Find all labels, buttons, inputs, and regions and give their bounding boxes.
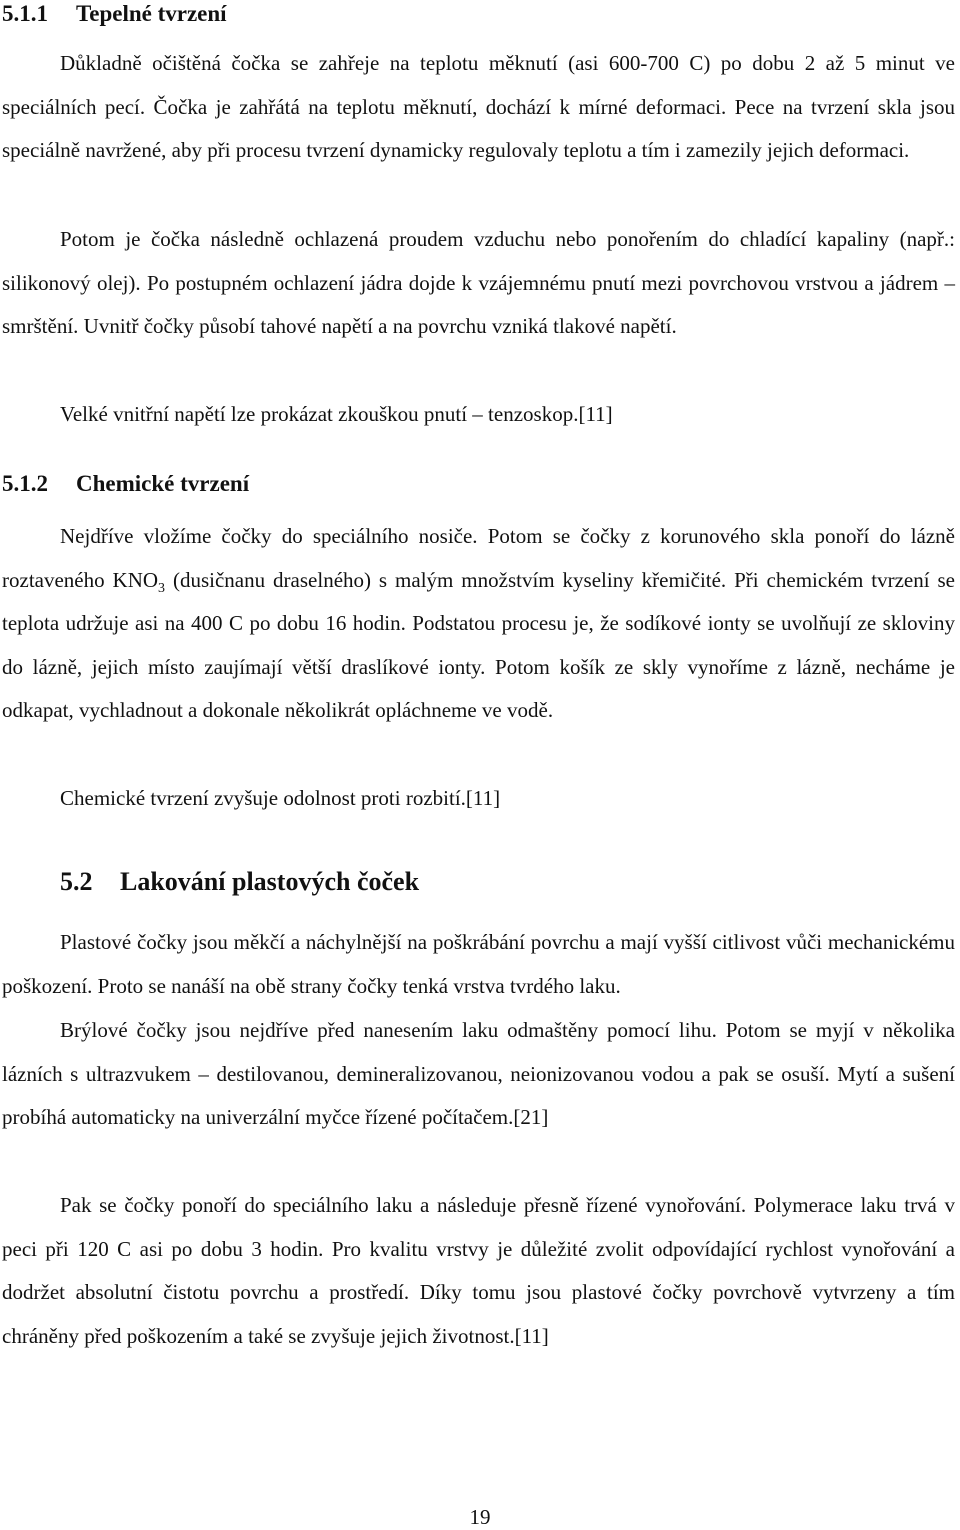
paragraph: Plastové čočky jsou měkčí a náchylnější na poškrábání povrchu a mají vyšší citlivost vůči mechanickému poškození. Proto se nanáší na obě strany čočky tenká vrstva tvrdého laku. [2, 930, 955, 998]
paragraph-text: (dusičnanu draselného) s malým množstvím kyseliny křemičité. Při chemickém tvrzení se teplota udržuje asi na 400 C po dobu 16 hodin. Podstatou procesu je, že sodíkové ionty se uvolňují ze skloviny do lázně, jejich místo zaujímají větší draslíkové ionty. Potom košík ze skly vynoříme z lázně, necháme je odkapat, vychladnout a dokonale několikrát opláchneme ve vodě. [2, 567, 955, 722]
page-number: 19 [469, 1505, 491, 1529]
paragraph [2, 515, 955, 733]
paragraph: Brýlové čočky jsou nejdříve před nanesením laku odmaštěny pomocí lihu. Potom se myjí v několika lázních s ultrazvukem – destilovanou, demineralizovanou, neionizovanou vodou a pak se osuší. Mytí a sušení probíhá automaticky na univerzální myčce řízené počítačem.[21] [2, 1018, 955, 1129]
section-number: 5.1.2 [2, 471, 48, 496]
paragraph: Důkladně očištěná čočka se zahřeje na teplotu měknutí (asi 600-700 C) po dobu 2 až 5 minut ve speciálních pecí. Čočka je zahřátá na teplotu měknutí, dochází k mírné deformaci. Pece na tvrzení skla jsou speciálně navržené, aby při procesu tvrzení dynamicky regulovaly teplotu a tím i zamezily jejich deformaci. [2, 51, 955, 162]
paragraph: Velké vnitřní napětí lze prokázat zkouškou pnutí – tenzoskop.[11] [60, 402, 613, 426]
section-heading-5-2 [60, 866, 419, 898]
section-number: 5.2 [60, 867, 93, 896]
paragraph: Pak se čočky ponoří do speciálního laku a následuje přesně řízené vynořování. Polymerace laku trvá v peci při 120 C asi po dobu 3 hodin. Pro kvalitu vrstvy je důležité zvolit odpovídající rychlost vynořování a dodržet absolutní čistotu povrchu a prostředí. Díky tomu jsou plastové čočky povrchově vytvrzeny a tím chráněny před poškozením a také se zvyšuje jejich životnost.[11] [2, 1193, 955, 1348]
section-number: 5.1.1 [2, 1, 48, 26]
section-title: Chemické tvrzení [76, 471, 250, 496]
section-title: Tepelné tvrzení [76, 1, 227, 26]
subscript: 3 [158, 580, 166, 596]
section-heading-5-1-1 [2, 0, 227, 28]
section-title: Lakování plastových čoček [120, 867, 420, 896]
section-heading-5-1-2 [2, 470, 249, 498]
paragraph: Potom je čočka následně ochlazená proudem vzduchu nebo ponořením do chladící kapaliny (např.: silikonový olej). Po postupném ochlazení jádra dojde k vzájemnému pnutí mezi povrchovou vrstvou a jádrem – smrštění. Uvnitř čočky působí tahové napětí a na povrchu vzniká tlakové napětí. [2, 227, 955, 338]
paragraph-text: Nejdříve vložíme čočky do speciálního nosiče. Potom se čočky z korunového skla ponoří do lázně roztaveného KNO [2, 524, 955, 592]
paragraph: Chemické tvrzení zvyšuje odolnost proti rozbití.[11] [60, 786, 501, 810]
